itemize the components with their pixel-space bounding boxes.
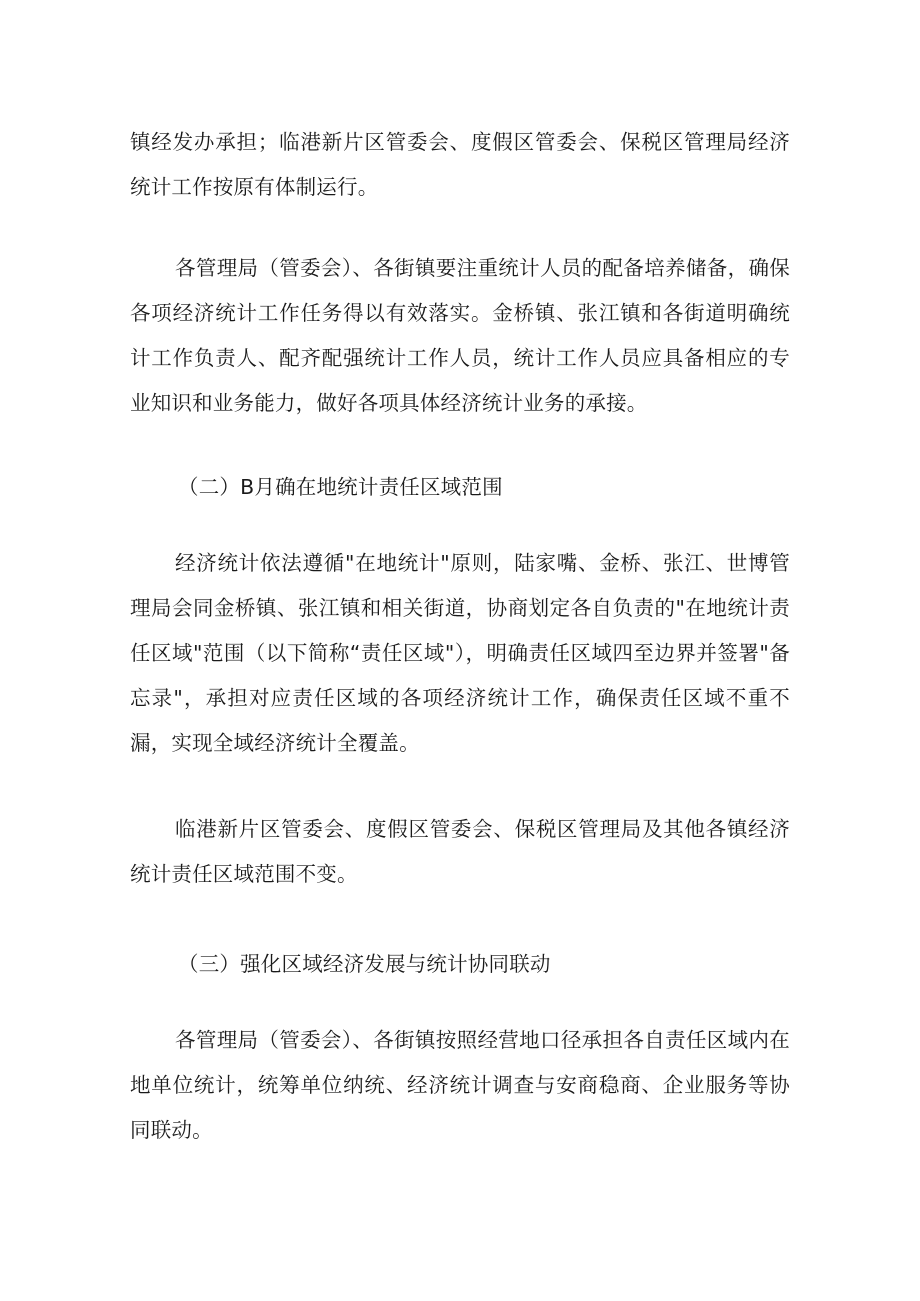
paragraph-staffing: 各管理局（管委会）、各街镇要注重统计人员的配备培养储备，确保各项经济统计工作任务得以有效落实。金桥镇、张江镇和各街道明确统计工作负责人、配齐配强统计工作人员，统计工作人员应具备相应的专业知识和业务能力，做好各项具体经济统计业务的承接。 (130, 256, 790, 415)
section-heading-3: （三）强化区域经济发展与统计协同联动 (178, 952, 551, 976)
paragraph-continuation: 镇经发办承担；临港新片区管委会、度假区管委会、保税区管理局经济统计工作按原有体制运行。 (130, 130, 790, 199)
section-heading-2: （二）B月确在地统计责任区域范围 (178, 475, 503, 499)
paragraph-coordination: 各管理局（管委会）、各街镇按照经营地口径承担各自责任区域内在地单位统计，统筹单位纳统、经济统计调查与安商稳商、企业服务等协同联动。 (130, 1028, 790, 1142)
paragraph-unchanged-areas: 临港新片区管委会、度假区管委会、保税区管理局及其他各镇经济统计责任区域范围不变。 (130, 817, 790, 886)
paragraph-local-statistics: 经济统计依法遵循"在地统计"原则，陆家嘴、金桥、张江、世博管理局会同金桥镇、张江镇和相关街道，协商划定各自负责的"在地统计责任区域"范围（以下简称“责任区域"），明确责任区域四至边界并签署"备忘录"，承担对应责任区域的各项经济统计工作，确保责任区域不重不漏，实现全域经济统计全覆盖。 (130, 551, 790, 755)
